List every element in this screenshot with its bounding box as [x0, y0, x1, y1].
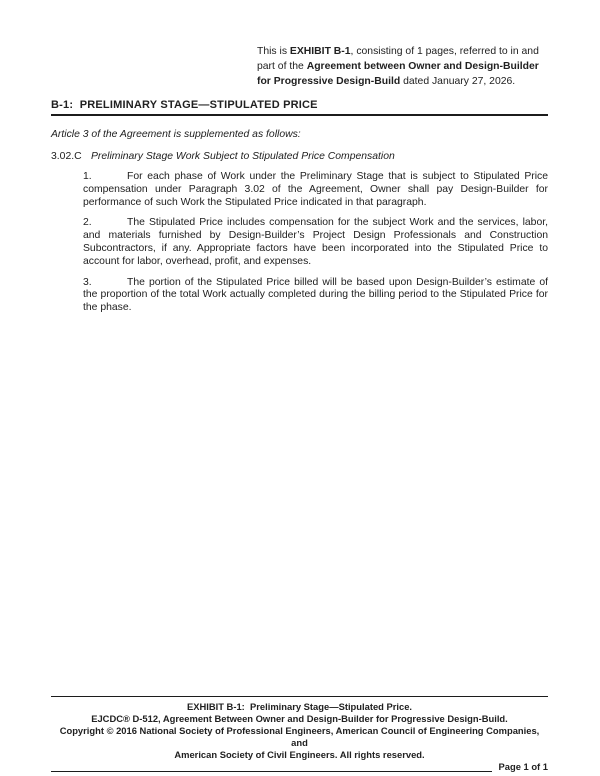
footer-copyright-line-2: American Society of Civil Engineers. All rights reserved.	[174, 749, 425, 760]
article-supplement-note: Article 3 of the Agreement is supplemented as follows:	[51, 129, 301, 140]
paragraph-number: 3.	[83, 276, 92, 288]
footer-exhibit-title: EXHIBIT B-1: Preliminary Stage—Stipulated Price.	[186, 701, 413, 712]
header-exhibit-name: EXHIBIT B-1	[289, 46, 351, 57]
paragraph-number: 1.	[83, 171, 92, 182]
page-number: Page 1 of 1	[498, 761, 548, 772]
footer-copyright-line-1: Copyright © 2016 National Society of Professional Engineers, American Council of Engineering Companies, and	[59, 725, 542, 748]
paragraph-text: The Stipulated Price includes compensation for the subject Work and the services, labor, and materials furnished by Design-Builder’s Project Design Professionals and Construction Subcontractors, if any. Appropriate factors have been incorporated into the Stipulated Price to account for labor, overhead, profit, and expenses.	[83, 217, 548, 267]
document-body	[51, 44, 548, 315]
header-agreement-name: Agreement between Owner and Design-Builder for Progressive Design-Build	[257, 61, 539, 87]
header-text-segment: This is	[257, 46, 290, 57]
paragraph-text: For each phase of Work under the Preliminary Stage that is subject to Stipulated Price compensation under Paragraph 3.02 of the Agreement, Owner shall pay Design-Builder for performance of such Work the Stipulated Price indicated in that paragraph.	[83, 171, 548, 208]
paragraph-text: The portion of the Stipulated Price billed will be based upon Design-Builder’s estimate of the proportion of the total Work actually completed during the billing period to the Stipulated Price for the phase.	[83, 276, 548, 314]
header-text-segment: , consisting of 1 pages, referred to in and part of the	[257, 46, 539, 72]
page-title: B-1: PRELIMINARY STAGE—STIPULATED PRICE	[51, 99, 548, 116]
exhibit-reference-block	[257, 44, 548, 89]
document-footer	[51, 696, 548, 773]
section-heading	[51, 150, 548, 163]
footer-ejcdc-line: EJCDC® D-512, Agreement Between Owner and Design-Builder for Progressive Design-Build.	[91, 713, 508, 724]
numbered-paragraph-3	[83, 277, 548, 315]
footer-page-row	[51, 761, 548, 773]
numbered-paragraph-2	[83, 217, 548, 268]
numbered-paragraph-1	[83, 171, 548, 209]
header-date-segment: dated January 27, 2026.	[400, 76, 516, 87]
section-number: 3.02.C	[51, 151, 82, 162]
section-title: Preliminary Stage Work Subject to Stipulated Price Compensation	[91, 151, 395, 162]
footer-rule	[51, 771, 492, 772]
paragraph-number: 2.	[83, 217, 92, 229]
